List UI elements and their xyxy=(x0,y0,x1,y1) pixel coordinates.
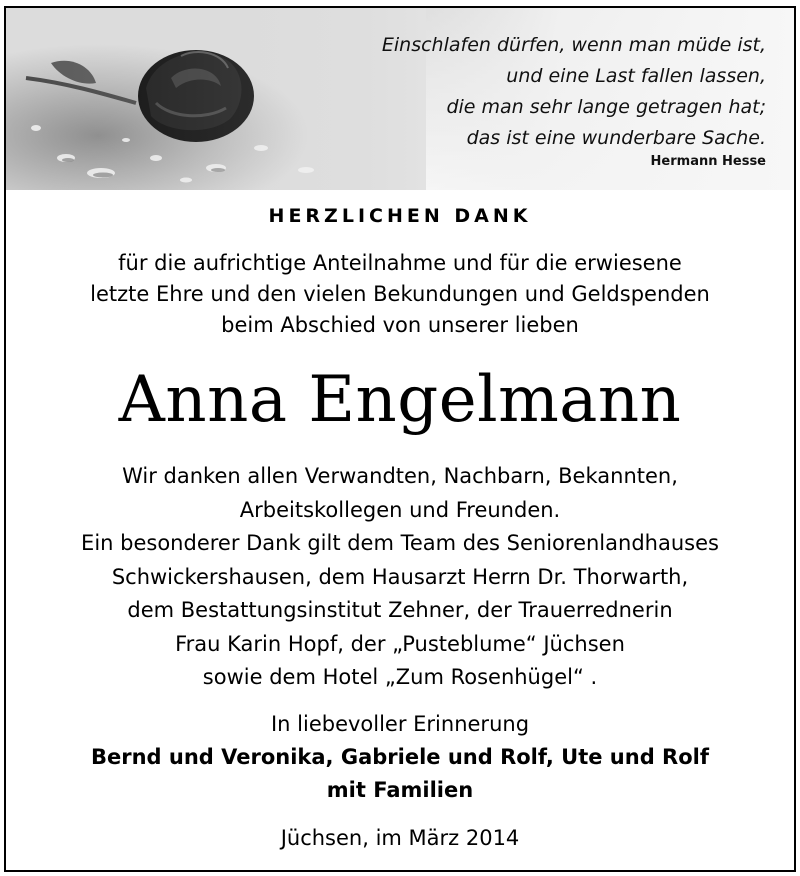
thanks-line: Ein besonderer Dank gilt dem Team des Seniorenlandhauses xyxy=(81,531,719,555)
intro-line: für die aufrichtige Anteilnahme und für die erwiesene xyxy=(118,251,682,275)
thanks-heading: HERZLICHEN DANK xyxy=(268,205,532,227)
place-date: Jüchsen, im März 2014 xyxy=(280,826,520,850)
hesse-quote xyxy=(382,30,766,154)
thanks-line: Arbeitskollegen und Freunden. xyxy=(239,497,561,522)
quote-line: Einschlafen dürfen, wenn man müde ist, xyxy=(381,34,766,56)
deceased-name: Anna Engelmann xyxy=(118,363,682,437)
intro-line: beim Abschied von unserer lieben xyxy=(221,313,579,337)
intro-text xyxy=(6,248,794,341)
obituary-notice xyxy=(4,6,796,872)
quote-line: die man sehr lange getragen hat; xyxy=(446,96,766,118)
quote-line: das ist eine wunderbare Sache. xyxy=(466,127,766,149)
remembrance-line: In liebevoller Erinnerung xyxy=(270,712,530,736)
thanks-line: Schwickershausen, dem Hausarzt Herrn Dr. Thorwarth, xyxy=(111,564,689,589)
thanks-text xyxy=(6,460,794,695)
closing-section xyxy=(6,708,794,807)
thanks-line: dem Bestattungsinstitut Zehner, der Trauerrednerin xyxy=(127,598,673,622)
thanks-line: sowie dem Hotel „Zum Rosenhügel“ . xyxy=(202,665,598,689)
intro-line: letzte Ehre und den vielen Bekundungen und Geldspenden xyxy=(90,282,710,306)
quote-line: und eine Last fallen lassen, xyxy=(506,65,766,87)
thanks-line: Wir danken allen Verwandten, Nachbarn, Bekannten, xyxy=(122,464,678,488)
header-banner xyxy=(6,8,794,190)
quote-author: Hermann Hesse xyxy=(650,154,766,169)
signers-line: Bernd und Veronika, Gabriele und Rolf, Ute und Rolf xyxy=(91,745,709,769)
thanks-line: Frau Karin Hopf, der „Pusteblume“ Jüchsen xyxy=(175,631,625,656)
signers-families-line: mit Familien xyxy=(326,778,474,802)
